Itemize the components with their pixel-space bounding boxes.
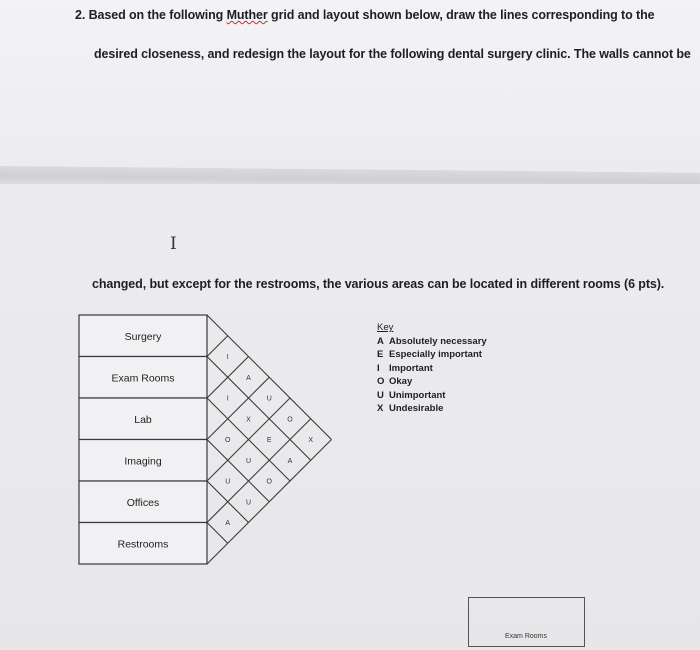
key-item-u xyxy=(377,389,487,403)
key-code: X xyxy=(377,403,384,414)
grid-line xyxy=(207,374,269,439)
key-code: I xyxy=(377,362,380,374)
rating-letter: U xyxy=(245,499,252,507)
question-line-2: desired closeness, and redesign the layout for the following dental surgery clinic. The walls cannot be xyxy=(94,47,691,61)
key-description: Unimportant xyxy=(389,389,446,401)
dept-label: Offices xyxy=(126,496,160,509)
key-item-e xyxy=(377,348,487,362)
key-code: O xyxy=(377,376,385,387)
rating-letter: E xyxy=(266,437,272,444)
dept-label: Imaging xyxy=(124,455,162,468)
key-code: E xyxy=(377,349,384,360)
rating-letter: A xyxy=(246,374,251,382)
dept-label: Exam Rooms xyxy=(111,372,175,385)
rating-letter: O xyxy=(287,416,293,424)
rating-letter: A xyxy=(287,457,293,465)
dept-label: Restrooms xyxy=(117,538,169,551)
grid-line xyxy=(207,419,314,523)
question-line-1: 2. Based on the following Muther grid and layout shown below, draw the lines corresponding to the xyxy=(75,8,655,22)
rating-letter: I xyxy=(226,395,229,403)
key-description: Absolutely necessary xyxy=(389,335,487,347)
layout-room-label: Exam Rooms xyxy=(505,633,548,640)
key-description: Okay xyxy=(389,376,413,387)
key-description: Undesirable xyxy=(389,403,444,414)
key-legend xyxy=(377,321,487,416)
rating-letter: A xyxy=(225,520,231,527)
key-item-i xyxy=(377,362,487,376)
grid-line xyxy=(207,440,269,502)
key-description: Especially important xyxy=(389,349,482,360)
muther-spellcheck-word: Muther xyxy=(226,8,268,22)
key-item-a xyxy=(377,335,487,349)
question-line-3: changed, but except for the restrooms, the various areas can be located in different rooms (6 pts). xyxy=(92,277,665,291)
key-code: U xyxy=(377,389,384,401)
rating-letter: X xyxy=(246,416,251,424)
key-title: Key xyxy=(377,322,394,333)
key-item-o xyxy=(377,375,487,389)
text-cursor-icon: I xyxy=(170,234,177,254)
dept-label: Surgery xyxy=(124,330,162,343)
rating-letter: U xyxy=(266,395,272,403)
rating-letter: X xyxy=(308,437,314,444)
key-description: Important xyxy=(389,362,433,374)
grid-line xyxy=(207,357,314,461)
rating-letter: U xyxy=(245,457,252,465)
rating-letter: U xyxy=(225,478,231,486)
dept-label: Lab xyxy=(134,413,152,426)
grid-line xyxy=(207,336,228,357)
rating-letter: O xyxy=(266,478,272,486)
key-code: A xyxy=(377,335,384,347)
key-item-x xyxy=(377,402,487,416)
rating-letter: O xyxy=(225,437,231,444)
layout-room-box xyxy=(468,597,585,647)
rating-letter: I xyxy=(226,354,229,361)
